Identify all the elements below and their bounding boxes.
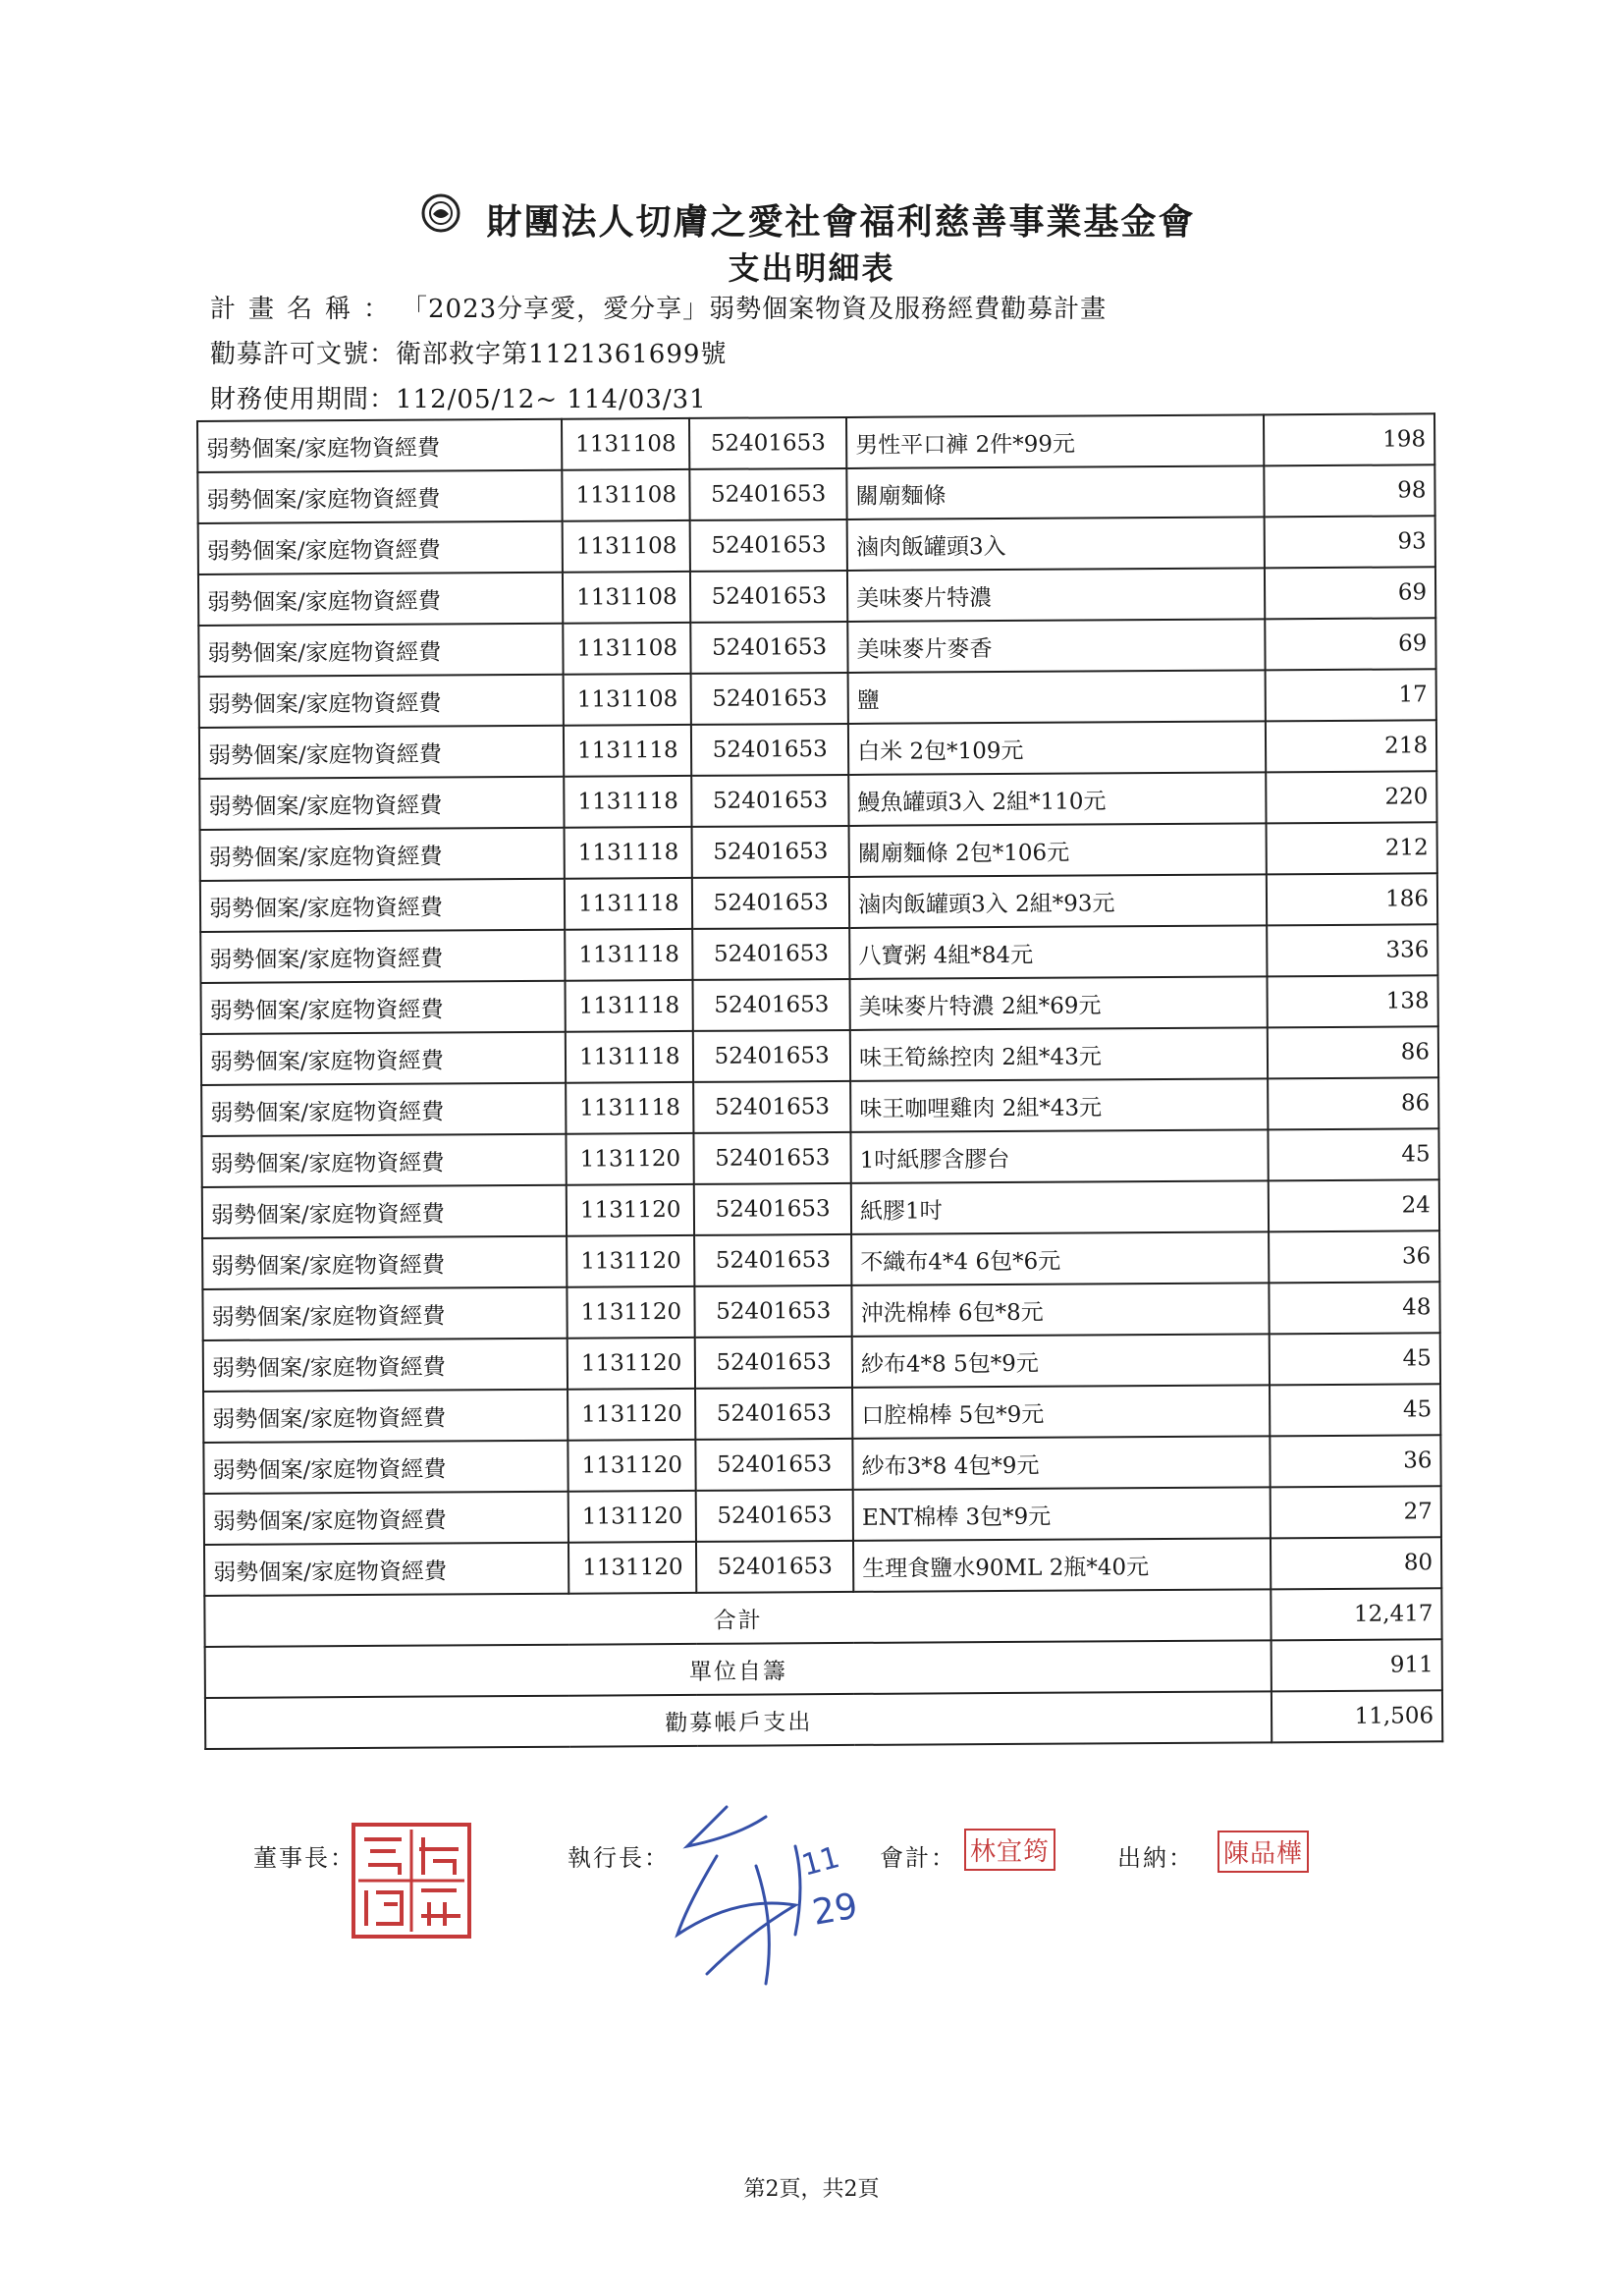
row-account: 52401653 bbox=[692, 877, 849, 929]
row-amount: 24 bbox=[1269, 1179, 1439, 1231]
row-amount: 98 bbox=[1265, 465, 1435, 517]
row-date: 1131108 bbox=[562, 418, 689, 470]
summary-amount: 12,417 bbox=[1271, 1588, 1442, 1640]
summary-label: 單位自籌 bbox=[205, 1640, 1272, 1698]
row-date: 1131120 bbox=[567, 1235, 694, 1287]
row-item: 美味麥片特濃 bbox=[847, 568, 1266, 622]
row-date: 1131108 bbox=[564, 674, 691, 726]
row-date: 1131120 bbox=[568, 1338, 695, 1390]
period-line bbox=[210, 379, 707, 415]
row-category: 弱勢個案/家庭物資經費 bbox=[202, 1287, 568, 1340]
row-item: 紙膠1吋 bbox=[851, 1180, 1270, 1234]
table-row bbox=[201, 1026, 1438, 1085]
row-account: 52401653 bbox=[690, 571, 847, 623]
document-title: 支出明細表 bbox=[728, 249, 895, 287]
row-date: 1131120 bbox=[568, 1389, 695, 1441]
row-account: 52401653 bbox=[691, 724, 848, 776]
permit-label: 勸募許可文號： bbox=[210, 340, 397, 369]
chairman-label: 董事長： bbox=[253, 1844, 355, 1872]
row-date: 1131118 bbox=[565, 776, 692, 828]
row-item: 口腔棉棒 5包*9元 bbox=[852, 1385, 1271, 1439]
row-date: 1131118 bbox=[565, 878, 692, 930]
row-account: 52401653 bbox=[696, 1490, 853, 1542]
row-amount: 138 bbox=[1268, 975, 1438, 1027]
row-account: 52401653 bbox=[694, 1234, 851, 1286]
row-amount: 45 bbox=[1270, 1384, 1440, 1436]
row-date: 1131118 bbox=[566, 980, 693, 1032]
row-category: 弱勢個案/家庭物資經費 bbox=[200, 930, 566, 983]
row-item: 關廟麵條 bbox=[846, 465, 1265, 519]
row-date: 1131120 bbox=[568, 1440, 696, 1492]
plan-line bbox=[210, 289, 1107, 325]
row-category: 弱勢個案/家庭物資經費 bbox=[201, 1032, 567, 1085]
row-amount: 86 bbox=[1269, 1077, 1439, 1129]
summary-row bbox=[204, 1588, 1441, 1647]
table-row bbox=[199, 720, 1436, 779]
row-category: 弱勢個案/家庭物資經費 bbox=[199, 777, 565, 830]
table-row bbox=[203, 1333, 1440, 1392]
summary-row bbox=[205, 1690, 1442, 1749]
table-row bbox=[201, 1077, 1438, 1136]
row-date: 1131108 bbox=[563, 520, 690, 573]
row-date: 1131118 bbox=[565, 929, 692, 981]
table-row bbox=[199, 771, 1436, 830]
row-account: 52401653 bbox=[691, 775, 848, 827]
table-row bbox=[201, 975, 1438, 1034]
row-item: 生理食鹽水90ML 2瓶*40元 bbox=[853, 1538, 1271, 1592]
row-item: 男性平口褲 2件*99元 bbox=[846, 414, 1265, 468]
period-value: 112/05/12~ 114/03/31 bbox=[396, 385, 707, 414]
permit-line bbox=[210, 334, 727, 370]
table-row bbox=[198, 567, 1435, 626]
row-item: 鰻魚罐頭3入 2組*110元 bbox=[848, 772, 1267, 826]
row-category: 弱勢個案/家庭物資經費 bbox=[202, 1236, 568, 1289]
table-row bbox=[201, 1128, 1438, 1187]
row-date: 1131120 bbox=[567, 1133, 694, 1185]
row-account: 52401653 bbox=[695, 1285, 852, 1338]
row-date: 1131120 bbox=[568, 1286, 695, 1339]
row-account: 52401653 bbox=[690, 468, 847, 520]
row-category: 弱勢個案/家庭物資經費 bbox=[201, 1134, 567, 1187]
page-number: 第2頁，共2頁 bbox=[743, 2177, 880, 2202]
row-date: 1131108 bbox=[563, 572, 690, 624]
table-row bbox=[197, 465, 1434, 523]
row-amount: 186 bbox=[1267, 873, 1437, 925]
table-row bbox=[203, 1435, 1440, 1494]
row-category: 弱勢個案/家庭物資經費 bbox=[200, 828, 566, 881]
row-item: 白米 2包*109元 bbox=[848, 721, 1267, 775]
row-amount: 218 bbox=[1266, 720, 1436, 772]
row-amount: 45 bbox=[1269, 1128, 1439, 1180]
summary-label: 合計 bbox=[204, 1589, 1271, 1647]
row-amount: 45 bbox=[1270, 1333, 1440, 1385]
table-row bbox=[199, 669, 1436, 728]
row-item: 美味麥片特濃 2組*69元 bbox=[850, 976, 1269, 1030]
row-account: 52401653 bbox=[691, 673, 848, 725]
row-category: 弱勢個案/家庭物資經費 bbox=[197, 470, 563, 523]
row-item: ENT棉棒 3包*9元 bbox=[853, 1487, 1271, 1541]
row-amount: 36 bbox=[1269, 1230, 1439, 1283]
row-amount: 69 bbox=[1265, 567, 1435, 619]
row-date: 1131120 bbox=[568, 1491, 696, 1543]
organization-name: 財團法人切膚之愛社會福利慈善事業基金會 bbox=[486, 201, 1196, 243]
table-row bbox=[200, 873, 1437, 932]
row-item: 鹽 bbox=[848, 670, 1267, 724]
svg-text:29: 29 bbox=[809, 1886, 861, 1934]
table-row bbox=[202, 1179, 1439, 1238]
row-account: 52401653 bbox=[693, 1030, 850, 1082]
row-amount: 69 bbox=[1266, 618, 1436, 670]
row-date: 1131118 bbox=[566, 1031, 693, 1083]
row-category: 弱勢個案/家庭物資經費 bbox=[201, 1083, 567, 1136]
permit-value: 衛部救字第1121361699號 bbox=[396, 340, 728, 369]
row-account: 52401653 bbox=[689, 417, 846, 469]
row-item: 沖洗棉棒 6包*8元 bbox=[851, 1283, 1270, 1337]
row-account: 52401653 bbox=[694, 1132, 851, 1184]
row-item: 八寶粥 4組*84元 bbox=[849, 925, 1268, 979]
summary-amount: 911 bbox=[1271, 1639, 1442, 1691]
row-category: 弱勢個案/家庭物資經費 bbox=[198, 521, 564, 574]
row-category: 弱勢個案/家庭物資經費 bbox=[200, 879, 566, 932]
row-amount: 17 bbox=[1266, 669, 1436, 721]
row-item: 美味麥片麥香 bbox=[847, 619, 1266, 673]
row-item: 滷肉飯罐頭3入 2組*93元 bbox=[849, 874, 1268, 928]
row-category: 弱勢個案/家庭物資經費 bbox=[203, 1339, 568, 1392]
row-item: 紗布3*8 4包*9元 bbox=[852, 1436, 1271, 1490]
row-item: 紗布4*8 5包*9元 bbox=[852, 1334, 1271, 1388]
row-date: 1131118 bbox=[564, 725, 691, 777]
row-account: 52401653 bbox=[695, 1388, 852, 1440]
row-date: 1131108 bbox=[564, 623, 691, 675]
svg-text:11: 11 bbox=[798, 1840, 843, 1884]
table-row bbox=[203, 1384, 1440, 1443]
row-category: 弱勢個案/家庭物資經費 bbox=[199, 675, 565, 728]
row-date: 1131120 bbox=[568, 1542, 696, 1594]
row-account: 52401653 bbox=[695, 1337, 852, 1389]
row-account: 52401653 bbox=[693, 1081, 850, 1133]
row-amount: 198 bbox=[1264, 413, 1434, 465]
row-category: 弱勢個案/家庭物資經費 bbox=[203, 1441, 568, 1494]
cashier-label: 出納： bbox=[1117, 1844, 1194, 1872]
row-amount: 220 bbox=[1267, 771, 1437, 823]
row-category: 弱勢個案/家庭物資經費 bbox=[204, 1543, 569, 1596]
row-account: 52401653 bbox=[692, 826, 849, 878]
row-item: 滷肉飯罐頭3入 bbox=[847, 517, 1266, 571]
table-row bbox=[204, 1486, 1441, 1545]
table-row bbox=[200, 822, 1437, 881]
table-row bbox=[204, 1537, 1441, 1596]
row-category: 弱勢個案/家庭物資經費 bbox=[201, 981, 567, 1034]
expense-table bbox=[196, 412, 1443, 1750]
row-amount: 80 bbox=[1271, 1537, 1441, 1589]
period-label: 財務使用期間： bbox=[210, 385, 397, 414]
row-account: 52401653 bbox=[690, 519, 847, 572]
row-account: 52401653 bbox=[696, 1439, 853, 1491]
accountant-label: 會計： bbox=[880, 1844, 956, 1872]
table-row bbox=[202, 1230, 1439, 1289]
row-category: 弱勢個案/家庭物資經費 bbox=[202, 1185, 568, 1238]
row-item: 1吋紙膠含膠台 bbox=[851, 1129, 1270, 1183]
row-amount: 86 bbox=[1268, 1026, 1438, 1078]
ceo-handwritten-signature bbox=[648, 1787, 893, 2003]
row-item: 關廟麵條 2包*106元 bbox=[849, 823, 1268, 877]
plan-value: 「2023分享愛，愛分享」弱勢個案物資及服務經費勸募計畫 bbox=[402, 295, 1108, 324]
row-category: 弱勢個案/家庭物資經費 bbox=[198, 573, 564, 626]
table-row bbox=[200, 924, 1437, 983]
plan-label: 計畫名稱： bbox=[210, 295, 403, 324]
row-item: 味王筍絲控肉 2組*43元 bbox=[850, 1027, 1269, 1081]
row-amount: 93 bbox=[1265, 516, 1435, 568]
row-account: 52401653 bbox=[694, 1183, 851, 1235]
row-category: 弱勢個案/家庭物資經費 bbox=[199, 726, 565, 779]
chairman-seal-stamp bbox=[351, 1822, 472, 1940]
row-account: 52401653 bbox=[692, 928, 849, 980]
row-date: 1131108 bbox=[563, 469, 690, 521]
row-category: 弱勢個案/家庭物資經費 bbox=[204, 1492, 569, 1545]
table-row bbox=[197, 413, 1434, 472]
row-date: 1131118 bbox=[566, 1082, 693, 1134]
table-row bbox=[198, 516, 1435, 574]
row-date: 1131118 bbox=[565, 827, 692, 879]
summary-amount: 11,506 bbox=[1271, 1690, 1442, 1742]
row-category: 弱勢個案/家庭物資經費 bbox=[198, 624, 564, 677]
row-amount: 212 bbox=[1267, 822, 1437, 874]
cashier-seal-stamp: 陳品樺 bbox=[1217, 1831, 1309, 1873]
row-account: 52401653 bbox=[693, 979, 850, 1031]
row-item: 不織布4*4 6包*6元 bbox=[851, 1231, 1270, 1285]
summary-label: 勸募帳戶支出 bbox=[205, 1691, 1272, 1749]
row-amount: 36 bbox=[1271, 1435, 1441, 1487]
ceo-label: 執行長： bbox=[568, 1844, 670, 1872]
row-amount: 336 bbox=[1268, 924, 1438, 976]
accountant-seal-stamp: 林宜筠 bbox=[964, 1829, 1055, 1871]
row-category: 弱勢個案/家庭物資經費 bbox=[197, 419, 563, 472]
row-amount: 27 bbox=[1271, 1486, 1441, 1538]
row-item: 味王咖哩雞肉 2組*43元 bbox=[850, 1078, 1269, 1132]
row-amount: 48 bbox=[1270, 1282, 1440, 1334]
row-account: 52401653 bbox=[696, 1541, 853, 1593]
row-account: 52401653 bbox=[691, 622, 848, 674]
row-category: 弱勢個案/家庭物資經費 bbox=[203, 1390, 568, 1443]
table-row bbox=[202, 1282, 1439, 1340]
summary-row bbox=[205, 1639, 1442, 1698]
table-row bbox=[198, 618, 1435, 677]
row-date: 1131120 bbox=[567, 1184, 694, 1236]
